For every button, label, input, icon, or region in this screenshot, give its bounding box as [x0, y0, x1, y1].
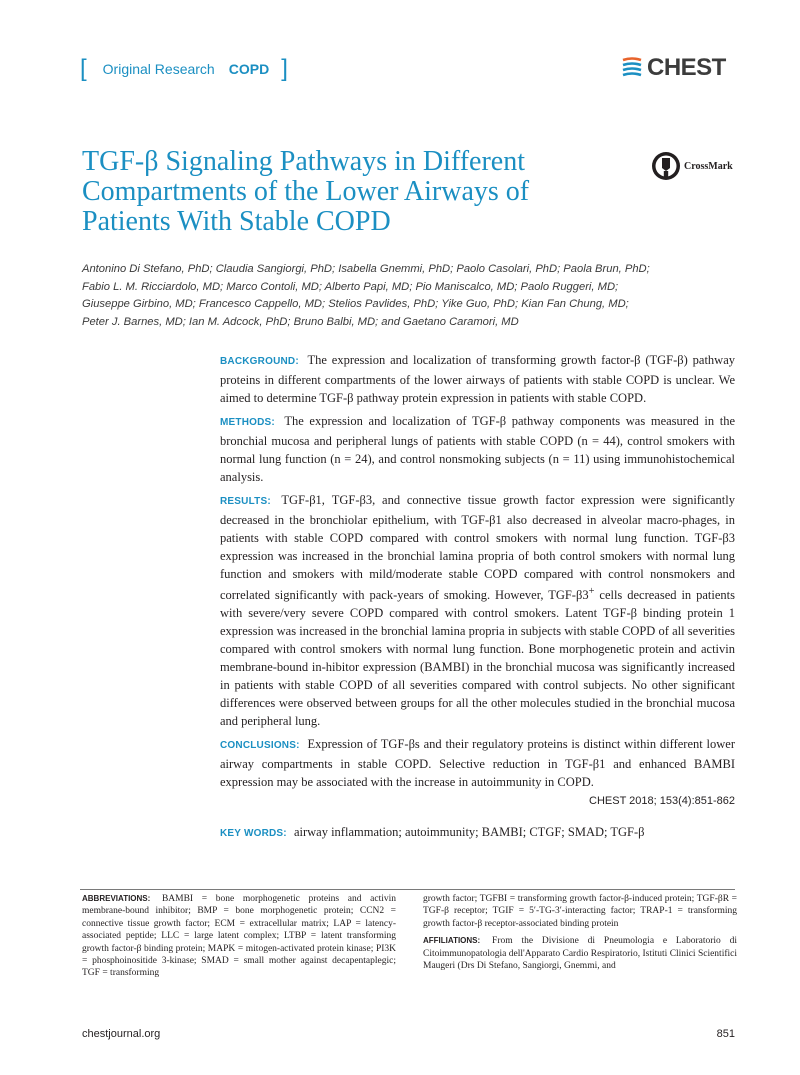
abstract-results — [220, 491, 735, 730]
affiliations-text: From the Divisione di Pneumologia e Laboratorio di Citoimmunopatologia dell'Apparato Cardio Respiratorio, Istituti Clinici Scientifici Maugeri (Drs Di Stefano, Sangiorgi, Gnemmi, and — [423, 936, 738, 972]
abstract-background — [220, 351, 735, 407]
author-line: Antonino Di Stefano, PhD; Claudia Sangiorgi, PhD; Isabella Gnemmi, PhD; Paolo Casolari, PhD; Paola Brun, PhD; — [82, 263, 650, 275]
section-topic: COPD — [228, 61, 270, 77]
author-line: Peter J. Barnes, MD; Ian M. Adcock, PhD; Bruno Balbi, MD; and Gaetano Caramori, MD — [82, 315, 519, 328]
abbreviations-text: BAMBI = bone morphogenetic proteins and activin membrane-bound inhibitor; BMP = bone morphogenetic protein; CCN2 = connective tissue growth factor; ECM = extracellular matrix; LAP = latency-associated peptide; LLC = large latent complex; LTBP = latent transforming growth factor-β binding protein; MAPK = mitogen-activated protein kinase; PI3K = phosphoinositide 3-kinase; SMAD = small mother against decapentaplegic; TGF = transforming — [82, 894, 397, 979]
author-line: Fabio L. M. Ricciardolo, MD; Marco Contoli, MD; Alberto Papi, MD; Pio Maniscalco, MD; Paolo Ruggeri, MD; — [82, 280, 619, 293]
abstract-text: Expression of TGF-βs and their regulatory proteins is distinct within different lower airway compartments in stable COPD. Selective reduction in TGF-β1 and enhanced BAMBI expression may be associated with the increase in autoimmunity in COPD. — [220, 737, 735, 790]
journal-name: CHEST — [647, 54, 726, 81]
abbreviations — [82, 893, 396, 980]
section-label: Original Research — [102, 61, 215, 77]
chest-stripes-icon — [621, 57, 643, 79]
abbreviations-heading: ABBREVIATIONS: — [82, 894, 151, 903]
abstract-conclusions — [220, 735, 735, 791]
citation: CHEST 2018; 153(4):851-862 — [589, 795, 735, 808]
abstract-heading: METHODS: — [220, 417, 275, 428]
abstract-text: The expression and localization of transforming growth factor-β (TGF-β) pathway proteins in different compartments of the lower airways of patients with stable COPD is unclear. We aimed to determine TGF-β pathway protein expression in patients with stable COPD. — [220, 353, 735, 405]
crossmark-badge[interactable] — [651, 151, 733, 181]
abstract-heading: CONCLUSIONS: — [220, 740, 300, 752]
bracket-close: ] — [281, 55, 288, 82]
abstract-methods — [220, 412, 735, 486]
journal-logo[interactable] — [621, 54, 726, 82]
abstract-text: TGF-β1, TGF-β3, and connective tissue growth factor expression were significantly decreased in the bronchiolar epithelium, with TGF-β1 also decreased in alveolar macro-phages, in patients with stable COPD compared with control smokers with normal lung function. TGF-β3 expression was increased in the bronchial lamina propria of both control smokers with normal lung function and smokers with mild/moderate stable COPD compared with control nonsmokers and correlated significantly with pack-years of smoking. However, TGF-β3 — [220, 493, 735, 603]
abstract-text: cells decreased in patients with severe/very severe COPD compared with control smokers. Latent TGF-β binding protein 1 expression was increased in the bronchial lamina propria in subjects with stable COPD of all severities compared with control smokers with normal lung function. Bone morphogenetic protein and activin membrane-bound in-hibitor expression (BAMBI) in the bronchial mucosa was significantly increased in patients with stable COPD of all severities compared with control subjects. No other significant differences were observed between groups for all the other molecules studied in the bronchial mucosa and peripheral lung. — [220, 588, 735, 729]
section-tag — [80, 57, 288, 81]
author-list — [82, 261, 732, 331]
article-title: TGF-β Signaling Pathways in Different Compartments of the Lower Airways of Patients With Stable COPD — [82, 146, 530, 237]
abstract-text: The expression and localization of TGF-β pathway components was measured in the bronchial mucosa and peripheral lungs of patients with stable COPD (n = 44), control smokers with normal lung function (n = 24), and control nonsmoking subjects (n = 11) using immunohistochemical analysis. — [220, 414, 736, 484]
journal-website[interactable]: chestjournal.org — [82, 1028, 161, 1040]
abbreviations-continued: growth factor; TGFBI = transforming growth factor-β-induced protein; TGF-βR = TGF-β receptor; TGIF = 5′-TG-3′-interacting factor; TRAP-1 = transforming growth factor-β receptor-associated binding protein — [423, 894, 737, 929]
author-line: Giuseppe Girbino, MD; Francesco Cappello, MD; Stelios Pavlides, PhD; Yike Guo, PhD; Kian Fan Chung, MD; — [82, 298, 629, 311]
keywords — [220, 823, 735, 843]
abstract-heading: RESULTS: — [220, 496, 271, 507]
footnotes — [82, 893, 737, 985]
keywords-text: airway inflammation; autoimmunity; BAMBI; CTGF; SMAD; TGF-β — [293, 825, 645, 840]
footnote-divider — [80, 889, 735, 890]
page-number: 851 — [716, 1028, 735, 1040]
abstract — [220, 351, 735, 848]
crossmark-label: CrossMark — [684, 160, 733, 172]
superscript: + — [588, 586, 595, 597]
footnote-column-left — [82, 893, 396, 985]
footnote-column-right — [423, 893, 737, 985]
affiliations — [423, 935, 737, 972]
bracket-open: [ — [80, 55, 87, 82]
affiliations-heading: AFFILIATIONS: — [423, 936, 481, 946]
keywords-heading: KEY WORDS: — [220, 828, 287, 840]
abstract-heading: BACKGROUND: — [220, 356, 299, 367]
crossmark-icon — [651, 151, 681, 181]
